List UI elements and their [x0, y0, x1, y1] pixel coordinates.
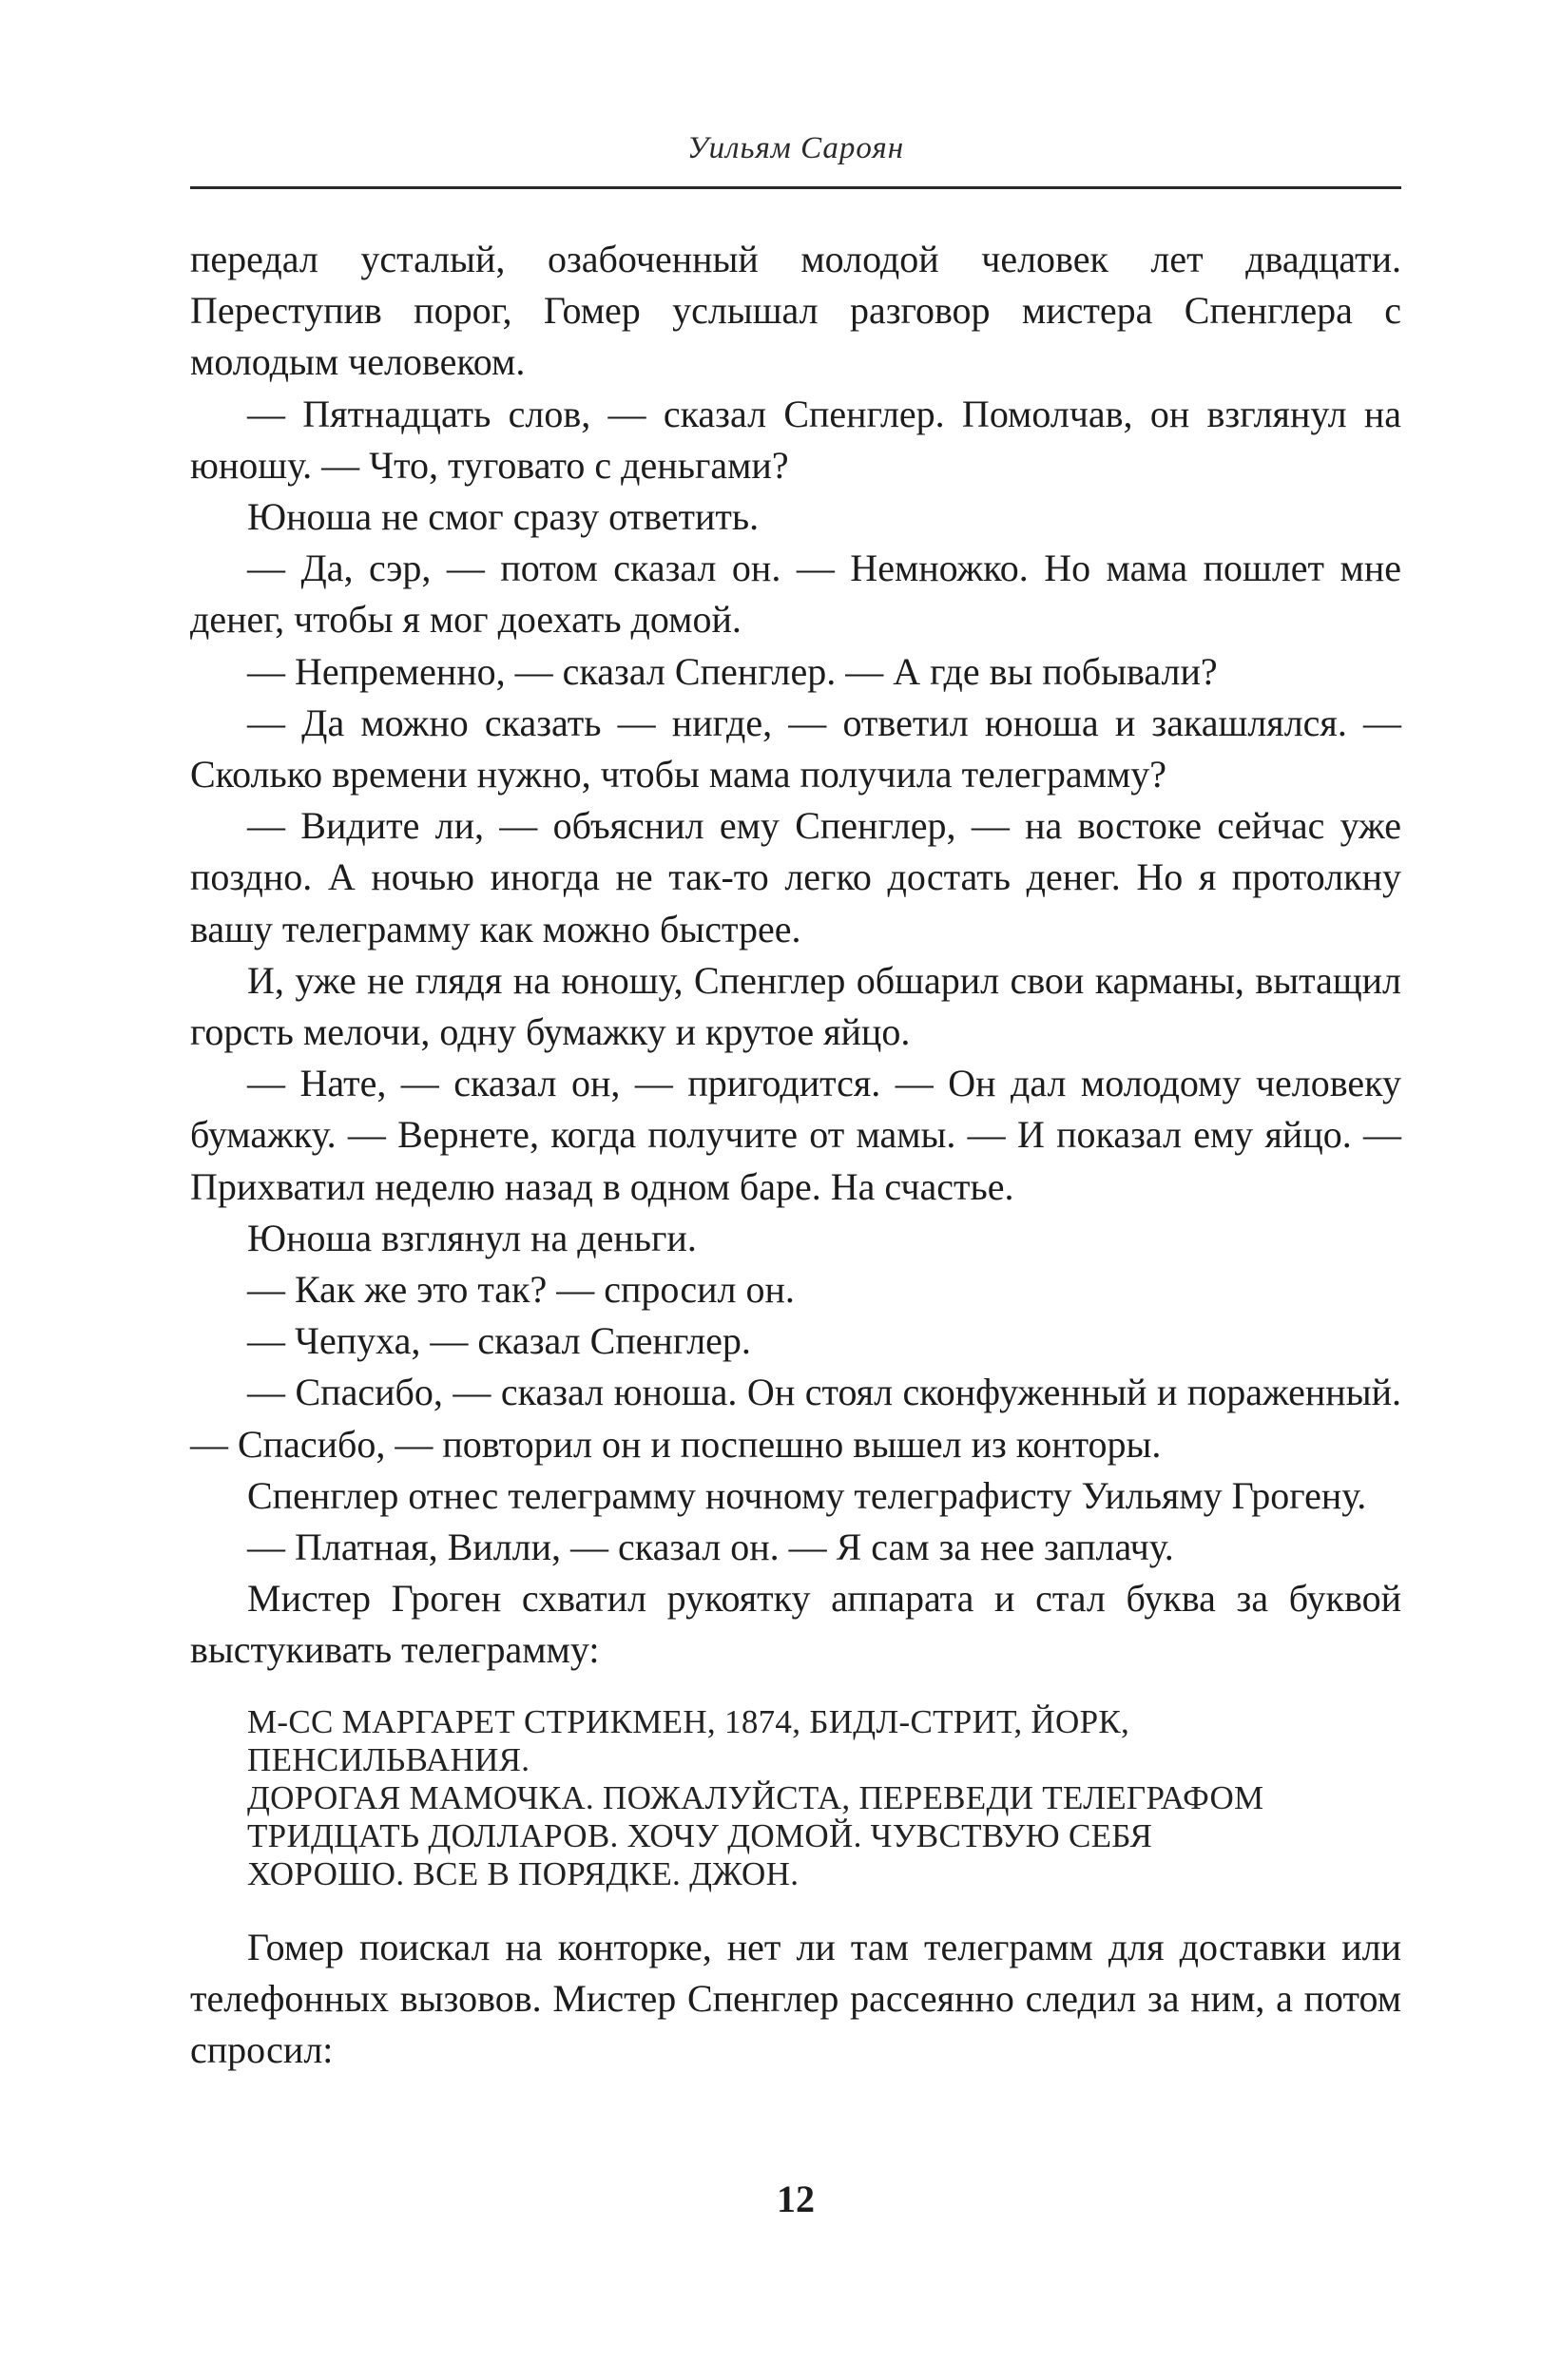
paragraph: Юноша взглянул на деньги. [247, 1216, 697, 1259]
paragraph: Спенглер отнес телеграмму ночному телеграфисту Уильяму Грогену. [247, 1473, 1367, 1517]
paragraph: — Как же это так? — спросил он. [247, 1268, 795, 1312]
paragraph: — Пятнадцать слов, — сказал Спенглер. Помолчав, он взглянул на юношу. — Что, туговато с деньгами? [190, 392, 1401, 487]
paragraph: Юноша не смог сразу ответить. [247, 495, 760, 539]
telegram-line: ХОРОШО. ВСЕ В ПОРЯДКЕ. ДЖОН. [247, 1854, 800, 1892]
telegram-line: М-СС МАРГАРЕТ СТРИКМЕН, 1874, БИДЛ-СТРИТ, ЙОРК, [247, 1702, 1130, 1740]
paragraph: — Платная, Вилли, — сказал он. — Я сам за нее заплачу. [247, 1526, 1174, 1569]
paragraph: — Спасибо, — сказал юноша. Он стоял сконфуженный и пораженный. — Спасибо, — повторил он и поспешно вышел из конторы. [190, 1371, 1401, 1466]
page-number: 12 [777, 2178, 815, 2220]
paragraph: — Да можно сказать — нигде, — ответил юноша и закашлялся. — Сколько времени нужно, чтобы мама получила телеграмму? [190, 701, 1401, 797]
paragraph: Гомер поискал на конторке, нет ли там телеграмм для доставки или телефонных вызовов. Мистер Спенглер рассеянно следил за ним, а потом спросил: [190, 1925, 1401, 2072]
telegram-block [247, 1703, 1401, 1893]
paragraph: — Нате, — сказал он, — пригодится. — Он дал молодому человеку бумажку. — Вернете, когда получите от мамы. — И показал ему яйцо. — Прихватил неделю назад в одном баре. На счастье. [190, 1062, 1401, 1208]
paragraph: — Чепуха, — сказал Спенглер. [247, 1319, 751, 1363]
paragraphs-after [190, 1922, 1401, 2077]
paragraph: — Непременно, — сказал Спенглер. — А где вы побывали? [247, 649, 1218, 693]
telegram-line: ДОРОГАЯ МАМОЧКА. ПОЖАЛУЙСТА, ПЕРЕВЕДИ ТЕЛЕГРАФОМ [247, 1778, 1264, 1816]
paragraphs-before [190, 234, 1401, 1677]
telegram-line: ТРИДЦАТЬ ДОЛЛАРОВ. ХОЧУ ДОМОЙ. ЧУВСТВУЮ СЕБЯ [247, 1816, 1153, 1854]
paragraph: Мистер Гроген схватил рукоятку аппарата и стал буква за буквой выстукивать телеграмму: [190, 1577, 1401, 1672]
paragraph: передал усталый, озабоченный молодой человек лет двадцати. Переступив порог, Гомер услышал разговор мистера Спенглера с молодым человеком. [190, 238, 1401, 384]
paragraph: — Да, сэр, — потом сказал он. — Немножко. Но мама пошлет мне денег, чтобы я мог доехать домой. [190, 547, 1401, 642]
running-head: Уильям Сароян [686, 131, 905, 165]
paragraph: — Видите ли, — объяснил ему Спенглер, — на востоке сейчас уже поздно. А ночью иногда не так-то легко достать денег. Но я протолкну вашу телеграмму как можно быстрее. [190, 804, 1401, 950]
header-rule [190, 186, 1401, 189]
telegram-line: ПЕНСИЛЬВАНИЯ. [247, 1740, 530, 1778]
paragraph: И, уже не глядя на юношу, Спенглер обшарил свои карманы, вытащил горсть мелочи, одну бумажку и крутое яйцо. [190, 958, 1401, 1054]
body-text [190, 234, 1401, 2076]
